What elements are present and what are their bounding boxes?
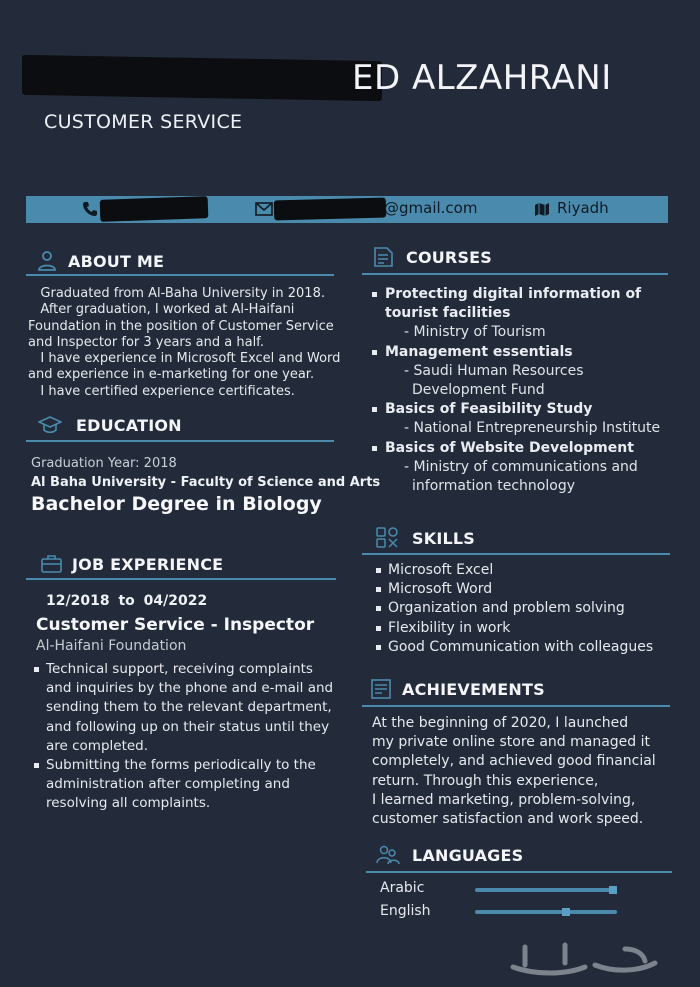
list-item: Microsoft Excel: [376, 561, 676, 580]
course-org: - Saudi Human Resources: [404, 362, 584, 379]
about-me-text: [28, 286, 348, 400]
education-header: [38, 414, 338, 440]
course-title: Basics of Feasibility Study: [385, 401, 593, 418]
duty-line: administration after completing and: [46, 776, 290, 793]
about-me-divider: [26, 274, 334, 276]
skills-list: [376, 561, 676, 657]
redacted-name-block: [22, 55, 382, 101]
courses-list: [372, 285, 692, 496]
achievements-divider: [362, 705, 670, 707]
period-end: 04/2022: [143, 593, 208, 609]
skills-heading: SKILLS: [412, 529, 475, 548]
tools-icon: [376, 527, 400, 549]
course-title: Basics of Website Development: [385, 439, 634, 456]
about-line: Graduated from Al-Baha University in 2018.: [28, 286, 325, 301]
list-item: [372, 439, 692, 458]
duty-line: and following up on their status until they: [46, 718, 330, 735]
duty-line: Submitting the forms periodically to the: [46, 757, 316, 774]
about-line: Foundation in the position of Customer Service: [28, 318, 334, 334]
duty-line: Technical support, receiving complaints: [46, 661, 313, 677]
skills-header: [376, 527, 676, 553]
people-icon: [376, 844, 400, 866]
achievements-header: [370, 678, 670, 704]
achievement-line: I learned marketing, problem-solving,: [372, 791, 636, 808]
language-level-english: [562, 908, 570, 916]
job-experience-divider: [26, 578, 336, 580]
list-item: Microsoft Word: [376, 580, 676, 599]
list-item: Flexibility in work: [376, 619, 676, 638]
degree-title: Bachelor Degree in Biology: [31, 493, 322, 515]
about-line: I have experience in Microsoft Excel and Word: [28, 351, 341, 367]
list-item: [372, 285, 692, 323]
course-org: Development Fund: [412, 382, 545, 399]
period-start: 12/2018: [46, 593, 110, 609]
languages-heading: LANGUAGES: [412, 846, 524, 865]
briefcase-icon: [40, 553, 64, 575]
job-title: CUSTOMER SERVICE: [44, 111, 243, 133]
job-role: Customer Service - Inspector: [36, 615, 315, 635]
achievements-heading: ACHIEVEMENTS: [402, 680, 545, 699]
courses-heading: COURSES: [406, 248, 493, 267]
course-title: Protecting digital information of: [385, 286, 642, 302]
duty-line: and inquiries by the phone and e-mail and: [46, 680, 334, 697]
company-name: Al-Haifani Foundation: [36, 638, 187, 654]
contact-bar: [26, 196, 668, 223]
job-period: [46, 593, 207, 609]
list-item: [34, 756, 354, 814]
name-heading: ED ALZAHRANI: [352, 58, 612, 98]
achievement-line: my private online store and managed it: [372, 734, 651, 751]
language-bar-arabic: [475, 888, 617, 892]
achievement-line: completely, and achieved good financial: [372, 753, 656, 770]
list-item: [372, 343, 692, 362]
haraj-watermark-logo: [505, 935, 665, 980]
course-org: information technology: [412, 478, 575, 495]
duty-line: sending them to the relevant department,: [46, 699, 332, 716]
achievement-line: return. Through this experience,: [372, 772, 599, 789]
period-to: to: [118, 593, 135, 609]
course-org: - Ministry of communications and: [404, 458, 638, 475]
list-item: Organization and problem solving: [376, 599, 676, 618]
job-experience-heading: JOB EXPERIENCE: [72, 555, 224, 574]
graduation-cap-icon: [38, 414, 62, 436]
language-level-arabic: [609, 886, 617, 894]
about-line: I have certified experience certificates.: [28, 383, 295, 399]
job-experience-header: [40, 553, 340, 579]
list-item: Good Communication with colleagues: [376, 638, 676, 657]
achievement-line: customer satisfaction and work speed.: [372, 811, 644, 828]
list-item: [372, 400, 692, 419]
about-line: and experience in e-marketing for one year.: [28, 367, 315, 383]
university-name: Al Baha University - Faculty of Science and Arts: [31, 475, 381, 490]
list-icon: [370, 678, 394, 700]
map-icon: [534, 202, 550, 217]
courses-divider: [362, 273, 668, 275]
email-domain: @gmail.com: [384, 199, 478, 217]
about-line: After graduation, I worked at Al-Haifani: [28, 302, 295, 318]
duty-line: resolving all complaints.: [46, 795, 211, 812]
person-icon: [36, 250, 60, 272]
language-name-english: English: [380, 903, 431, 919]
job-duties-list: [34, 660, 354, 814]
course-title: tourist facilities: [385, 305, 511, 322]
course-org: - Ministry of Tourism: [404, 324, 546, 341]
about-me-heading: ABOUT ME: [68, 252, 165, 271]
language-bar-english: [475, 910, 617, 914]
list-item: [34, 660, 354, 756]
about-line: and Inspector for 3 years and a half.: [28, 334, 264, 350]
languages-divider: [366, 871, 672, 873]
language-name-arabic: Arabic: [380, 880, 425, 896]
skills-divider: [362, 553, 670, 555]
about-me-header: [36, 250, 336, 276]
redacted-email: [274, 198, 386, 221]
achievements-text: [372, 714, 682, 829]
document-icon: [372, 246, 396, 268]
location-text: Riyadh: [557, 199, 609, 217]
education-heading: EDUCATION: [76, 416, 182, 435]
courses-header: [372, 246, 672, 272]
phone-icon: [82, 201, 98, 217]
graduation-year: Graduation Year: 2018: [31, 456, 177, 471]
duty-line: are completed.: [46, 737, 149, 754]
redacted-phone: [100, 196, 209, 222]
course-org: - National Entrepreneurship Institute: [404, 420, 661, 437]
envelope-icon: [255, 202, 273, 216]
education-divider: [26, 440, 334, 442]
languages-header: [376, 844, 676, 870]
achievement-line: At the beginning of 2020, I launched: [372, 715, 629, 731]
course-title: Management essentials: [385, 343, 573, 360]
